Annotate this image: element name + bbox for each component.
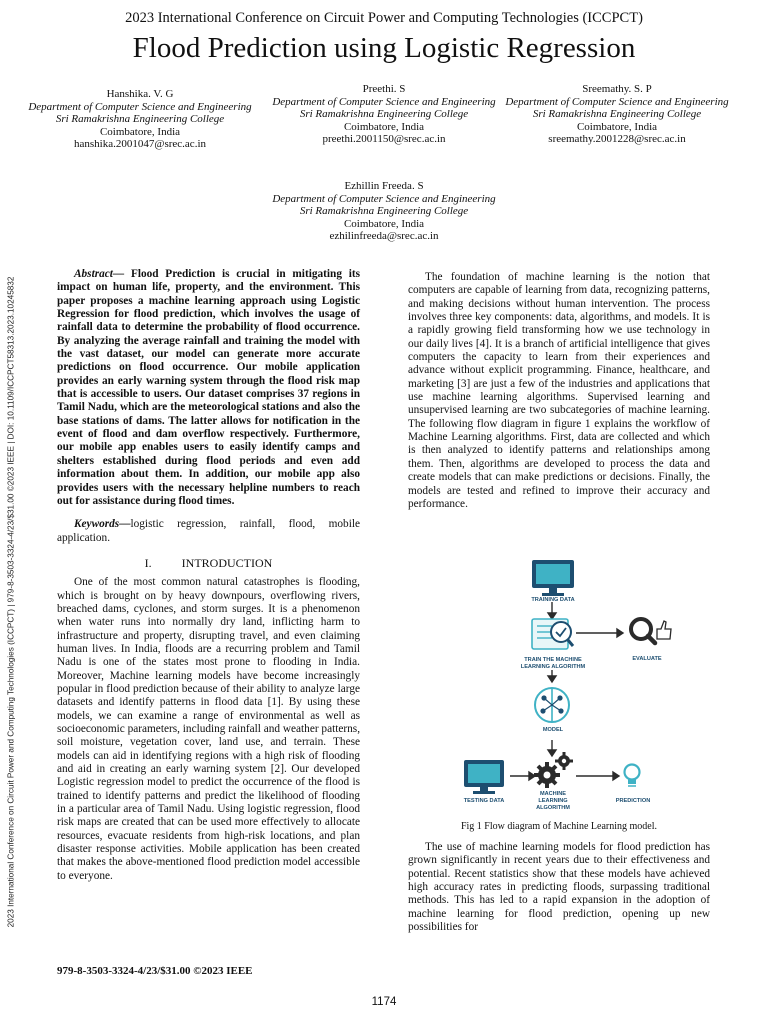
ml-algorithm-label-1: MACHINE xyxy=(539,791,567,797)
author-block xyxy=(25,88,255,151)
author-name: Preethi. S xyxy=(362,83,406,95)
author-department: Department of Computer Science and Engineering xyxy=(272,192,496,205)
training-data-label: TRAINING DATA xyxy=(531,597,575,603)
gears-icon xyxy=(534,752,573,788)
paper-title: Flood Prediction using Logistic Regression xyxy=(132,32,636,64)
author-department: Department of Computer Science and Engineering xyxy=(272,95,496,108)
author-block xyxy=(269,83,499,146)
model-brain-icon xyxy=(535,688,569,722)
author-city: Coimbatore, India xyxy=(576,120,658,133)
author-department: Department of Computer Science and Engineering xyxy=(505,95,729,108)
figure-caption: Fig 1 Flow diagram of Machine Learning model. xyxy=(460,821,658,832)
ml-flow-diagram xyxy=(452,543,684,815)
author-block xyxy=(269,180,499,243)
doi-sidebar xyxy=(5,252,17,952)
left-column xyxy=(57,268,360,883)
keywords-text: logistic regression, rainfall, flood, mobile application. xyxy=(57,518,360,544)
doi-sidebar-text: 2023 International Conference on Circuit Power and Computing Technologies (ICCPCT) | 979-8-3503-3324-4/23/$31.00 ©2023 IEEE | DOI: 10.1109/ICCPCT58313.2023.10245832 xyxy=(6,276,16,928)
testing-data-icon xyxy=(464,760,504,794)
section-heading xyxy=(57,557,360,570)
prediction-label: PREDICTION xyxy=(615,798,651,804)
training-data-icon xyxy=(532,560,574,596)
train-algorithm-icon xyxy=(532,619,573,649)
evaluate-icon xyxy=(631,619,671,643)
author-institution: Sri Ramakrishna Engineering College xyxy=(299,108,469,121)
testing-data-label: TESTING DATA xyxy=(463,798,505,804)
author-institution: Sri Ramakrishna Engineering College xyxy=(532,108,702,121)
right-column-bottom xyxy=(408,841,710,934)
body-paragraph: The use of machine learning models for flood prediction has grown significantly in recent years due to their effectiveness and potential. Recent statistics show that these models have achieved high accuracy rates in predicting floods, surpassing traditional methods. This has led to a rapid expansion in the adoption of machine learning for flood prediction, opening up new possibilities for xyxy=(408,841,710,934)
ml-algorithm-label-3: ALGORITHM xyxy=(536,805,570,811)
train-algorithm-label-2: LEARNING ALGORITHM xyxy=(520,664,586,670)
keywords xyxy=(57,518,360,545)
author-name: Hanshika. V. G xyxy=(106,88,174,100)
author-email: hanshika.2001047@srec.ac.in xyxy=(73,138,206,151)
abstract xyxy=(57,268,360,508)
abstract-lead: Abstract— xyxy=(74,268,125,280)
author-city: Coimbatore, India xyxy=(343,120,425,133)
author-email: preethi.2001150@srec.ac.in xyxy=(322,133,446,146)
keywords-lead: Keywords— xyxy=(74,518,131,531)
section-number: I. xyxy=(144,555,152,570)
author-city: Coimbatore, India xyxy=(99,125,181,138)
author-name: Sreemathy. S. P xyxy=(582,83,652,95)
ml-algorithm-label-2: LEARNING xyxy=(538,798,568,804)
author-email: ezhilinfreeda@srec.ac.in xyxy=(329,230,439,243)
intro-paragraph: One of the most common natural catastrophes is flooding, which is brought on by heavy downpours, overflowing rivers, breached dams, cyclones, and storm surges. It is a phenomenon when water runs into normally dry land, inflicting harm to infrastructure and property, disrupting travel, and even claiming human lives. In India, floods are a recurring problem and Tamil Nadu is one of the states most prone to flooding in India. Moreover, Machine learning models have become increasingly popular in flood prediction because of their ability to analyze large datasets and identify patterns in flood data [1]. By using these models, we can examine a range of environmental as well as socioeconomic parameters, including rainfall and weather patterns, soil moisture, vegetation cover, land use, and terrain. These models can aid in identifying regions with a high risk of flooding and aid in creating an early warning system [2]. Our developed Logistic regression model to predict the occurrence of the flood is trained to identify patterns and predict the likelihood of flooding in a particular area of Tamil Nadu. Using logistic regression, flood risk maps are created that can be used more effectively to allocate resources, evacuate residents from high-risk locations, and plan disaster response activities. Mobile application has been created that makes the above-mentioned flood prediction model accessible to everyone. xyxy=(57,576,361,882)
author-name: Ezhillin Freeda. S xyxy=(344,180,424,192)
model-label: MODEL xyxy=(542,727,564,733)
body-paragraph: The foundation of machine learning is the notion that computers are capable of learning from data, recognizing patterns, and making decisions without human intervention. The process involves three key components: data, algorithms, and models. It is a rapidly growing field transforming how we use technology in our daily lives [4]. It is a branch of artificial intelligence that gives computers the capacity to learn from their experiences and advance without explicit programming. Finance, healthcare, and marketing [3] are just a few of the industries and applications that use machine learning algorithms. Supervised learning and unsupervised learning are two subcategories of machine learning. The following flow diagram in figure 1 explains the workflow of Machine Learning algorithms. First, data are collected and which is then analyzed to identify patterns and relationships among them. Then, algorithms are developed to process the data and create models that can make predictions or decisions. Finally, the models are tested and refined to improve their accuracy and performance. xyxy=(408,271,710,510)
evaluate-label: EVALUATE xyxy=(632,656,662,662)
lightbulb-icon xyxy=(625,765,640,787)
section-title: INTRODUCTION xyxy=(181,555,273,570)
author-block xyxy=(502,83,732,146)
author-institution: Sri Ramakrishna Engineering College xyxy=(55,113,225,126)
author-city: Coimbatore, India xyxy=(343,217,425,230)
author-email: sreemathy.2001228@srec.ac.in xyxy=(548,133,686,146)
page-number: 1174 xyxy=(371,996,397,1008)
conference-header: 2023 International Conference on Circuit Power and Computing Technologies (ICCPCT) xyxy=(125,10,643,26)
right-column-top xyxy=(408,271,710,511)
copyright-footer: 979-8-3503-3324-4/23/$31.00 ©2023 IEEE xyxy=(57,965,253,977)
author-institution: Sri Ramakrishna Engineering College xyxy=(299,205,469,218)
author-department: Department of Computer Science and Engineering xyxy=(28,100,252,113)
abstract-text: Flood Prediction is crucial in mitigating its impact on human life, property, and the environment. This paper proposes a machine learning approach using Logistic Regression for flood prediction, which involves the usage of rainfall data to determine the probability of flood occurrence. By analyzing the average rainfall and training the model with the vast dataset, our model can generate more accurate predictions on flood occurrence. Our mobile application provides an early warning system through the flood risk map that is accessible to users. Our dataset comprises 37 regions in Tamil Nadu, which are the meteorological stations and also the base stations of dams. The latter allows for notification in the event of flood and dam overflow respectively. Furthermore, our mobile app enables users to easily identify camps and shelters established during flood periods and even add information about them. In addition, our mobile app also provides users with the necessary helpline numbers to reach out for assistance during flood times. xyxy=(57,268,360,507)
train-algorithm-label-1: TRAIN THE MACHINE xyxy=(524,657,582,663)
